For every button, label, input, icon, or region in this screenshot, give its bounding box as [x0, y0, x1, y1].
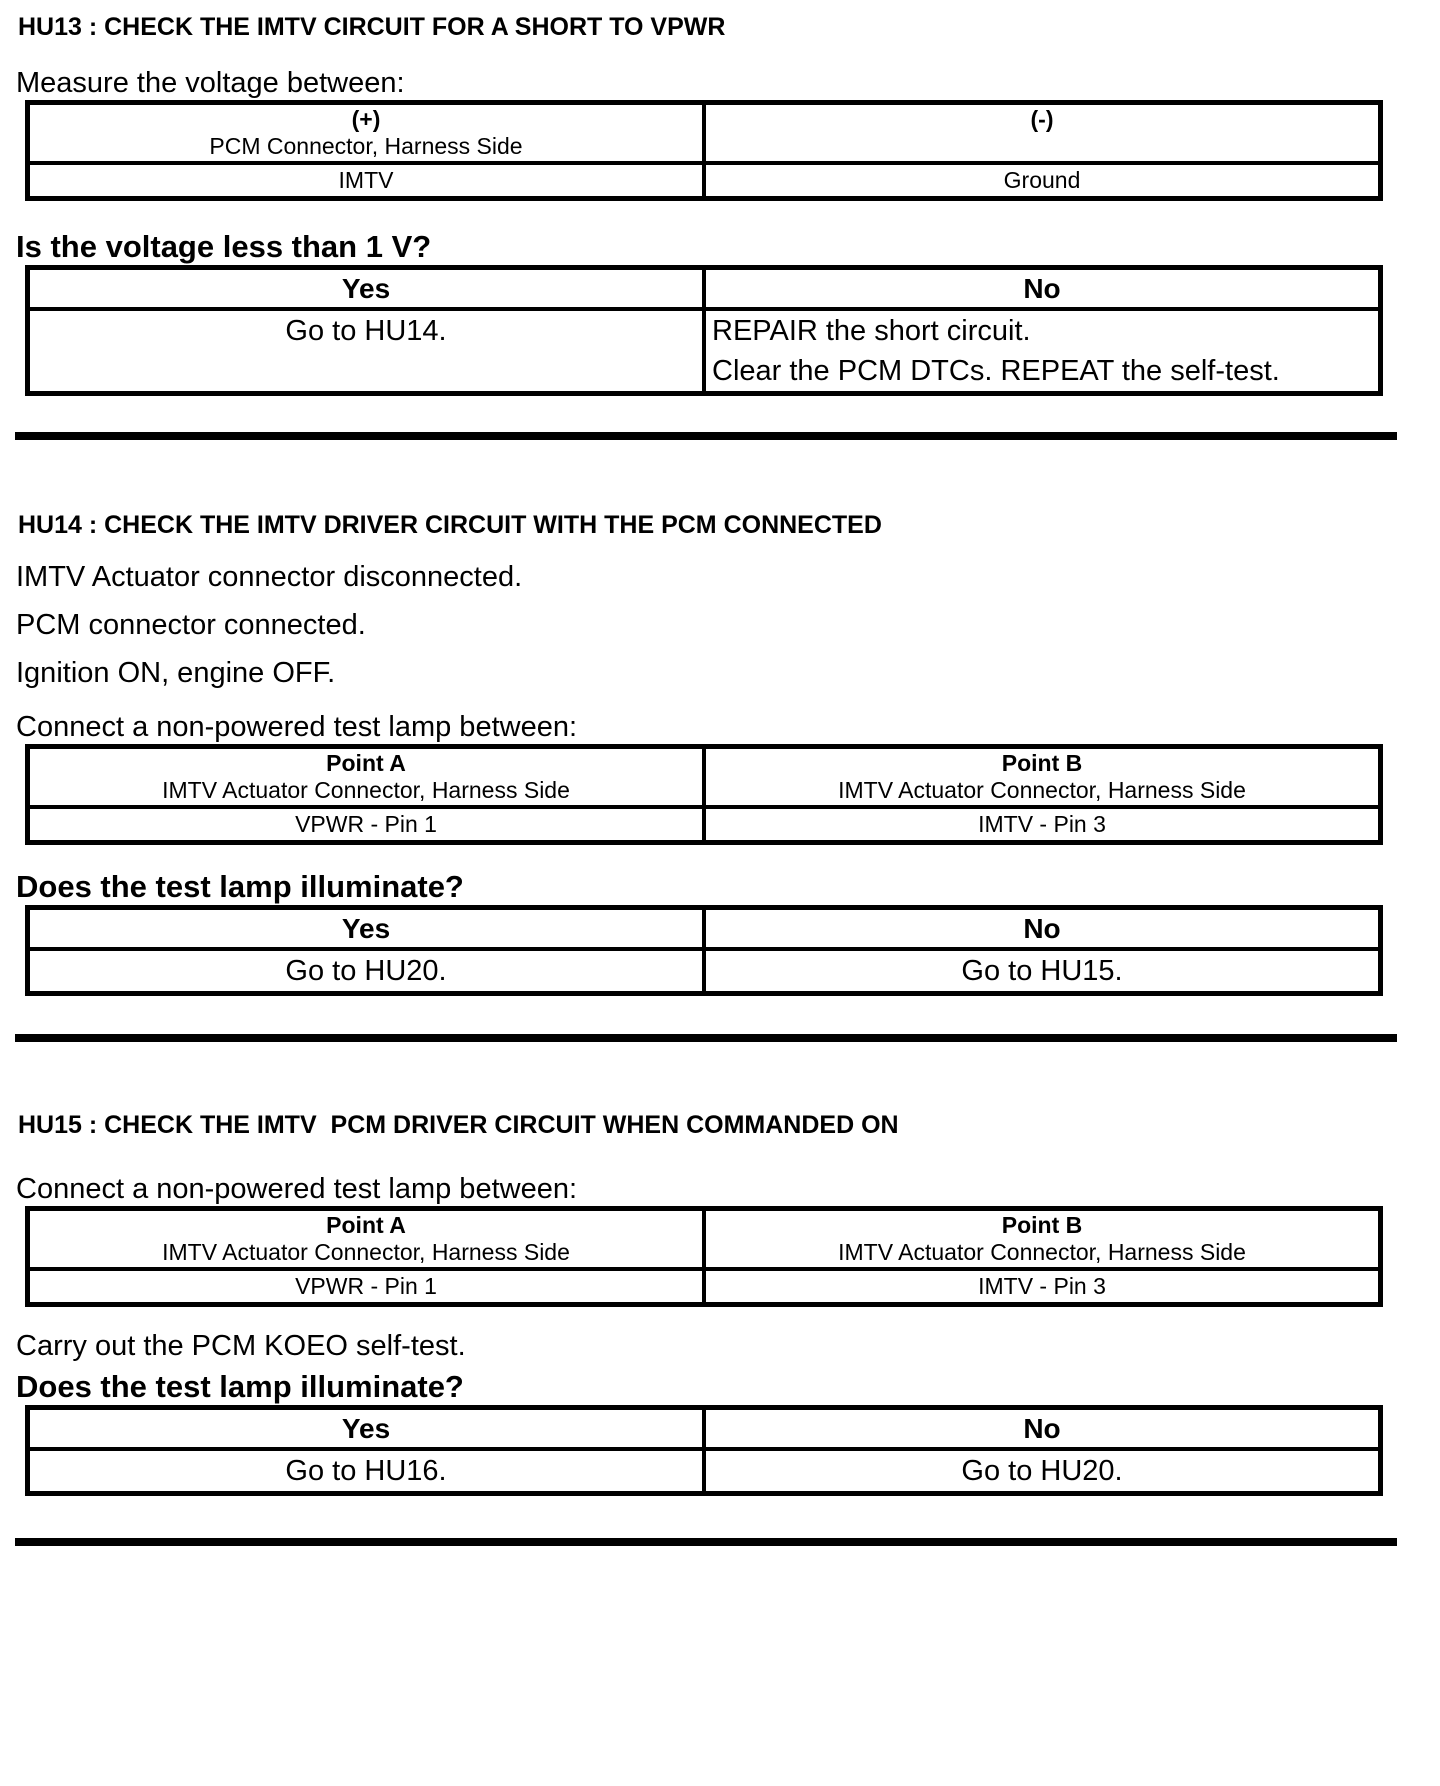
hu13-measurement-table [25, 100, 1383, 201]
hu15-step-koeo-self-test: Carry out the PCM KOEO self-test. [16, 1330, 466, 1362]
table-row [28, 1209, 1381, 1270]
no-column-header: No [704, 908, 1381, 950]
point-b-label: Point B [1001, 1212, 1083, 1238]
no-column-header: No [704, 1408, 1381, 1450]
table-row [28, 1408, 1381, 1450]
hu13-positive-point-value: IMTV [28, 163, 705, 199]
hu13-negative-lead-cell [704, 103, 1381, 164]
hu15-result-table [25, 1405, 1383, 1496]
hu14-connection-table [25, 744, 1383, 845]
point-b-label: Point B [1001, 750, 1083, 776]
hu15-question: Does the test lamp illuminate? [16, 1369, 464, 1404]
point-a-location: IMTV Actuator Connector, Harness Side [162, 777, 570, 803]
hu14-question: Does the test lamp illuminate? [16, 869, 464, 904]
yes-column-header: Yes [28, 268, 705, 310]
yes-column-header: Yes [28, 908, 705, 950]
hu15-no-action [704, 1449, 1381, 1494]
hu15-point-b-cell [704, 1209, 1381, 1270]
no-column-header: No [704, 268, 1381, 310]
table-row [28, 309, 1381, 394]
hu13-negative-point-value: Ground [704, 163, 1381, 199]
repair-instruction-line: REPAIR the short circuit. [712, 315, 1031, 347]
hu14-step-pcm-connected: PCM connector connected. [16, 609, 366, 641]
hu14-step-actuator-disconnected: IMTV Actuator connector disconnected. [16, 561, 523, 593]
hu13-positive-lead-cell [28, 103, 705, 164]
hu13-yes-action [28, 309, 705, 394]
go-to-step-text: Go to HU15. [961, 955, 1123, 987]
table-row [28, 103, 1381, 164]
table-row [28, 747, 1381, 808]
table-row [28, 908, 1381, 950]
table-row [28, 807, 1381, 843]
hu15-point-a-pin: VPWR - Pin 1 [28, 1269, 705, 1305]
hu14-point-a-pin: VPWR - Pin 1 [28, 807, 705, 843]
hu13-instruction-measure-voltage: Measure the voltage between: [16, 67, 405, 99]
hu14-point-b-cell [704, 747, 1381, 808]
go-to-step-text: Go to HU20. [285, 955, 447, 987]
positive-symbol-label: (+) [351, 106, 381, 132]
hu14-result-table [25, 905, 1383, 996]
point-b-location: IMTV Actuator Connector, Harness Side [838, 1239, 1246, 1265]
hu15-point-a-cell [28, 1209, 705, 1270]
hu15-yes-action [28, 1449, 705, 1494]
hu13-result-table [25, 265, 1383, 396]
hu15-connection-table [25, 1206, 1383, 1307]
section-hu14-heading: HU14 : CHECK THE IMTV DRIVER CIRCUIT WITH THE PCM CONNECTED [18, 511, 882, 539]
point-a-label: Point A [326, 750, 406, 776]
hu13-question: Is the voltage less than 1 V? [16, 229, 432, 264]
hu14-step-ignition-on: Ignition ON, engine OFF. [16, 657, 336, 689]
table-row [28, 1449, 1381, 1494]
go-to-step-text: Go to HU14. [285, 315, 447, 347]
hu14-no-action [704, 949, 1381, 994]
point-a-label: Point A [326, 1212, 406, 1238]
hu15-step-connect-test-lamp: Connect a non-powered test lamp between: [16, 1173, 578, 1205]
section-divider [15, 1034, 1397, 1042]
hu14-step-connect-test-lamp: Connect a non-powered test lamp between: [16, 711, 578, 743]
point-b-location: IMTV Actuator Connector, Harness Side [838, 777, 1246, 803]
hu14-point-b-pin: IMTV - Pin 3 [704, 807, 1381, 843]
section-hu13-heading: HU13 : CHECK THE IMTV CIRCUIT FOR A SHORT TO VPWR [18, 13, 726, 41]
negative-symbol-label: (-) [1030, 106, 1054, 132]
go-to-step-text: Go to HU16. [285, 1455, 447, 1487]
table-row [28, 268, 1381, 310]
table-row [28, 949, 1381, 994]
section-divider [15, 432, 1397, 440]
section-divider [15, 1538, 1397, 1546]
table-row [28, 1269, 1381, 1305]
clear-dtc-instruction-line: Clear the PCM DTCs. REPEAT the self-test. [712, 355, 1280, 387]
hu14-yes-action [28, 949, 705, 994]
table-row [28, 163, 1381, 199]
point-a-location: IMTV Actuator Connector, Harness Side [162, 1239, 570, 1265]
hu14-point-a-cell [28, 747, 705, 808]
positive-lead-location: PCM Connector, Harness Side [209, 133, 523, 159]
hu13-no-action [704, 309, 1381, 394]
section-hu15-heading: HU15 : CHECK THE IMTV PCM DRIVER CIRCUIT WHEN COMMANDED ON [18, 1111, 899, 1139]
go-to-step-text: Go to HU20. [961, 1455, 1123, 1487]
hu15-point-b-pin: IMTV - Pin 3 [704, 1269, 1381, 1305]
yes-column-header: Yes [28, 1408, 705, 1450]
